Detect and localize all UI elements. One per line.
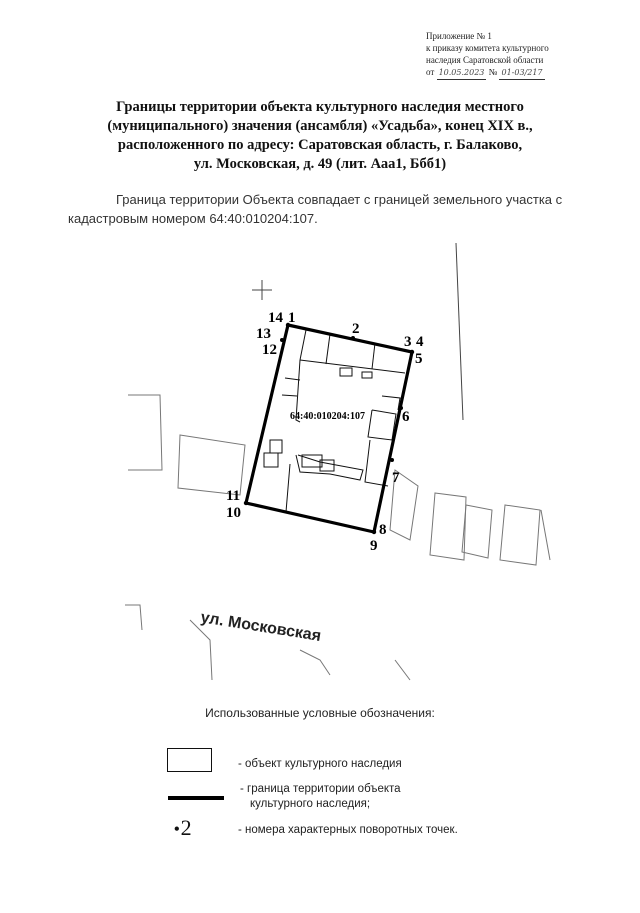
title-line-2: (муниципального) значения (ансамбля) «Усадьба», конец XIX в., [107,118,533,134]
legend-boundary-text [240,782,401,812]
appendix-from-prefix: от [426,67,435,77]
boundary-description: Граница территории Объекта совпадает с границей земельного участка с кадастровым номером 64:40:010204:107. [68,192,563,226]
legend-points-label: - номера характерных поворотных точек. [238,824,458,836]
legend-heritage-label: - объект культурного наследия [238,758,402,770]
legend-point-dot-icon: • [174,820,180,838]
appendix-header [426,30,626,80]
point-12: 12 [262,342,277,358]
title-line-4: ул. Московская, д. 49 (лит. Ааа1, Ббб1) [193,156,447,172]
point-8: 8 [379,522,387,538]
appendix-date: 10.05.2023 [437,67,487,80]
appendix-line-2: к приказу комитета культурного [426,43,549,53]
point-5: 5 [415,351,423,367]
legend-boundary-line-1: - граница территории объекта [240,783,401,795]
street-label: ул. Московская [199,609,323,645]
title-line-1: Границы территории объекта культурного наследия местного [116,99,524,115]
legend-point-sample [174,816,192,842]
point-10: 10 [226,505,241,521]
appendix-line-1: Приложение № 1 [426,31,492,41]
cadastral-number-label: 64:40:010204:107 [290,411,365,422]
point-11: 11 [226,488,241,504]
appendix-date-line [426,66,626,80]
legend-title: Использованные условные обозначения: [205,706,435,720]
legend-heritage-text [238,757,402,772]
point-2: 2 [352,321,360,337]
point-9: 9 [370,538,378,554]
point-4: 4 [416,334,424,350]
document-title [60,98,580,174]
site-plan-map [0,240,640,690]
neighbouring-buildings [125,395,550,680]
appendix-line-3: наследия Саратовской области [426,55,544,65]
legend-point-number: 2 [180,815,192,840]
legend-boundary-line-2: культурного наследия; [250,798,371,810]
point-3: 3 [404,334,412,350]
point-13: 13 [256,326,271,342]
legend-points-text [238,823,458,838]
title-line-3: расположенного по адресу: Саратовская область, г. Балаково, [117,137,523,153]
point-7: 7 [392,470,400,486]
point-14: 14 [268,310,283,326]
point-1: 1 [288,310,296,326]
appendix-number: 01-03/217 [499,67,544,80]
point-6: 6 [402,409,410,425]
appendix-number-prefix: № [488,67,498,77]
legend-heritage-box-icon [167,748,212,772]
legend-boundary-line-icon [168,796,224,800]
